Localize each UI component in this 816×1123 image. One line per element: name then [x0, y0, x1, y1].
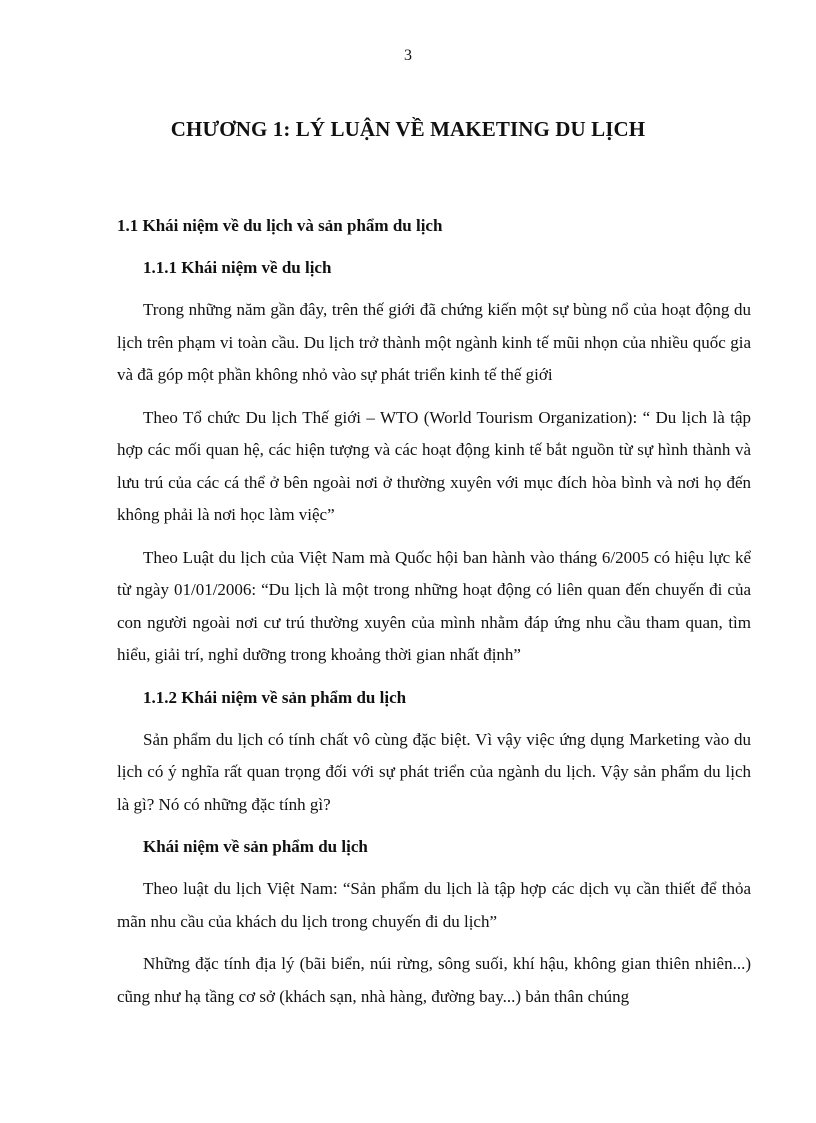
subheading-product-concept: Khái niệm về sản phẩm du lịch: [143, 837, 368, 856]
document-body: [117, 210, 751, 1023]
section-heading-1-1-2: 1.1.2 Khái niệm về sản phẩm du lịch: [143, 687, 407, 707]
paragraph: Sản phẩm du lịch có tính chất vô cùng đặc biệt. Vì vậy việc ứng dụng Marketing vào du lịch có ý nghĩa rất quan trọng đối với sự phát triển của ngành du lịch. Vậy sản phẩm du lịch là gì? Nó có những đặc tính gì?: [117, 729, 751, 814]
paragraph: Trong những năm gần đây, trên thế giới đã chứng kiến một sự bùng nổ của hoạt động du lịch trên phạm vi toàn cầu. Du lịch trở thành một ngành kinh tế mũi nhọn của nhiều quốc gia và đã góp một phần không nhỏ vào sự phát triển kinh tế thế giới: [117, 300, 751, 384]
page-number: 3: [404, 47, 412, 64]
paragraph: Theo luật du lịch Việt Nam: “Sản phẩm du lịch là tập hợp các dịch vụ cần thiết để thỏa mãn nhu cầu của khách du lịch trong chuyến đi du lịch”: [117, 879, 751, 931]
section-heading-1-1-1: 1.1.1 Khái niệm về du lịch: [143, 258, 332, 277]
section-heading-1-1: 1.1 Khái niệm về du lịch và sản phẩm du lịch: [117, 216, 443, 235]
chapter-title: CHƯƠNG 1: LÝ LUẬN VỀ MAKETING DU LỊCH: [170, 117, 646, 141]
paragraph: Theo Luật du lịch của Việt Nam mà Quốc hội ban hành vào tháng 6/2005 có hiệu lực kể từ ngày 01/01/2006: “Du lịch là một trong những hoạt động có liên quan đến chuyến đi của con người ngoài nơi cư trú thường xuyên của mình nhằm đáp ứng nhu cầu tham quan, tìm hiểu, giải trí, nghỉ dưỡng trong khoảng thời gian nhất định”: [117, 547, 751, 664]
paragraph: Những đặc tính địa lý (bãi biển, núi rừng, sông suối, khí hậu, không gian thiên nhiên...) cũng như hạ tầng cơ sở (khách sạn, nhà hàng, đường bay...) bản thân chúng: [117, 954, 751, 1006]
paragraph: Theo Tổ chức Du lịch Thế giới – WTO (World Tourism Organization): “ Du lịch là tập hợp các mối quan hệ, các hiện tượng và các hoạt động kinh tế bắt nguồn từ sự hình thành và lưu trú của các cá thể ở bên ngoài nơi ở thường xuyên với mục đích hòa bình và nơi họ đến không phải là nơi học làm việc”: [117, 407, 751, 524]
